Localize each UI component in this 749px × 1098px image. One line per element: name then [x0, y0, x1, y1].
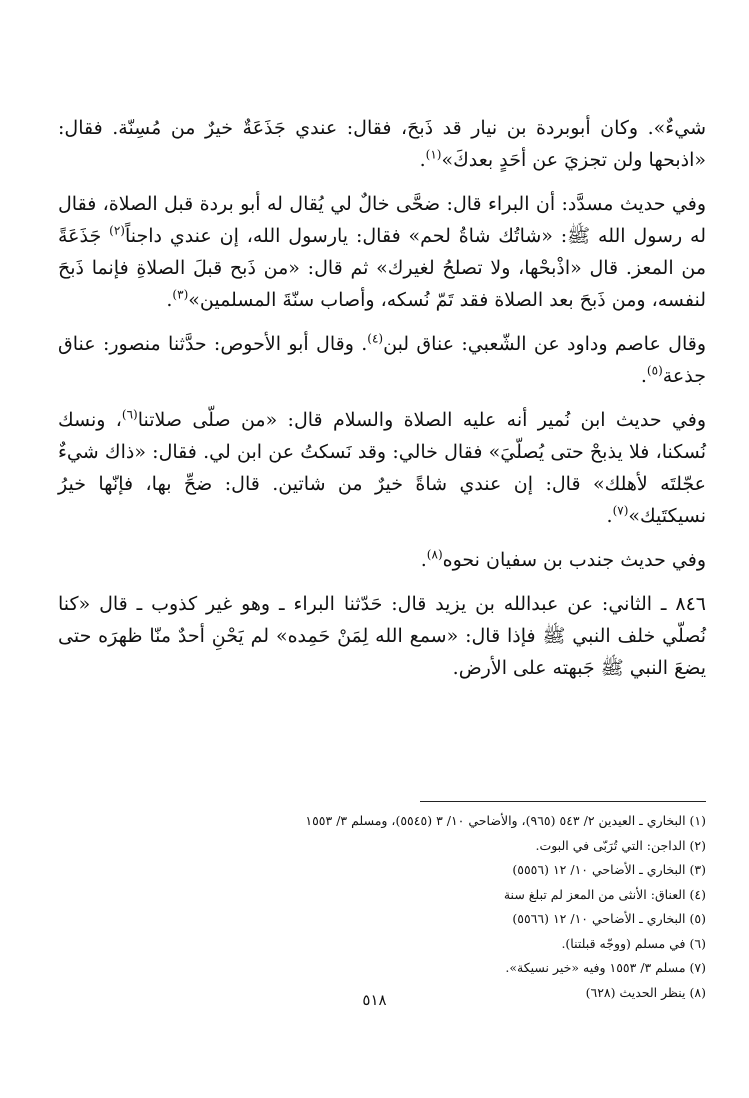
footnote: (١) البخاري ـ العيدين ٢/ ٥٤٣ (٩٦٥)، والأضاحي ١٠/ ٣ (٥٥٤٥)، ومسلم ٣/ ١٥٥٣ — [305, 813, 706, 828]
footnote: (٢) الداجن: التي تُرَبّى في البوت. — [535, 837, 706, 853]
footnote-reference: (٤) — [367, 331, 384, 346]
footnote-reference: (٨) — [426, 547, 443, 562]
paragraph-text: ٨٤٦ ـ الثاني: عن عبدالله بن يزيد قال: حَدّثنا البراء ـ وهو غير كذوب ـ قال «كنا نُصلّي خلف النبي ﷺ فإذا قال: «سمع الله لِمَنْ حَمِده» لم يَحْنِ أحدٌ منّا ظهرَه حتى يضعَ النبي ﷺ جَبهته على الأرض. — [58, 593, 706, 679]
paragraph-text: وفي حديث ابن نُمير أنه عليه الصلاة والسلام قال: «من صلّى صلاتنا — [137, 409, 706, 431]
paragraph — [58, 404, 706, 532]
footnote-reference: (٣) — [172, 287, 189, 302]
paragraph-text: . وقال أبو الأحوص: حدَّثنا منصور: عناق جذعة — [58, 333, 706, 387]
main-text — [58, 112, 706, 696]
footnote-reference: (٢) — [109, 223, 125, 238]
footnote: (٣) البخاري ـ الأضاحي ١٠/ ١٢ (٥٥٥٦) — [512, 862, 706, 877]
footnote: (٨) ينظر الحديث (٦٢٨) — [585, 984, 706, 1000]
paragraph-text: . — [606, 505, 613, 527]
footnote: (٥) البخاري ـ الأضاحي ١٠/ ١٢ (٥٥٦٦) — [512, 911, 706, 926]
paragraph — [58, 112, 706, 176]
paragraph — [58, 188, 706, 316]
footnote-reference: (٧) — [612, 503, 629, 518]
paragraph-text: . — [420, 549, 427, 571]
paragraph — [58, 588, 706, 684]
footnote: (٧) مسلم ٣/ ١٥٥٣ وفيه «خير نسيكة». — [505, 960, 706, 975]
paragraph-text: . — [419, 149, 426, 171]
paragraph-text: جَذَعَةً من المعز. قال «اذْبحْها، ولا تصلحُ لغيرك» ثم قال: «من ذَبح قبلَ الصلاةِ فإنما ذَبحَ لنفسه، ومن ذَبحَ بعد الصلاة فقد تَمّ نُسكه، وأصاب سنّةَ المسلمين» — [58, 225, 706, 311]
footnote-reference: (٥) — [646, 363, 663, 378]
footnote-reference: (١) — [425, 147, 442, 162]
footnote: (٤) العناق: الأنثى من المعز لم تبلغ سنة — [503, 886, 706, 902]
paragraph — [58, 544, 706, 576]
paragraph-text: شيءٌ». وكان أبوبردة بن نيار قد ذَبحَ، فقال: عندي جَذَعَةٌ خيرٌ من مُسِنّة. فقال: «اذبحها ولن تجزيَ عن أحَدٍ بعدكَ» — [58, 117, 706, 171]
paragraph — [58, 328, 706, 392]
footnote-reference: (٦) — [121, 407, 138, 422]
paragraph-text: . — [640, 365, 647, 387]
paragraph-text: وفي حديث مسدَّد: أن البراء قال: ضحَّى خالٌ لي يُقال له أبو بردة قبل الصلاة، فقال له رسول الله ﷺ: «شاتُك شاةُ لحم» فقال: يارسول الله، إن عندي داجناً — [58, 193, 707, 247]
footnote: (٦) في مسلم (ووجّه قبلتنا). — [561, 935, 706, 951]
paragraph-text: وقال عاصم وداود عن الشّعبي: عناق لبن — [383, 333, 707, 355]
footnotes — [58, 809, 706, 1005]
footnote-separator — [420, 801, 706, 802]
paragraph-text: وفي حديث جندب بن سفيان نحوه — [442, 549, 706, 571]
page-number: ٥١٨ — [362, 991, 387, 1009]
paragraph-text: . — [166, 289, 173, 311]
paragraph-text: ، ونسك نُسكنا، فلا يذبحْ حتى يُصلّيَ» فقال خالي: وقد نَسكتُ عن ابن لي. فقال: «ذاك شيءٌ عجّلتَه لأهلك» قال: إن عندي شاةً خيرٌ من شاتين. قال: ضحِّ بها، فإنّها خيرُ نسيكتَيك» — [58, 409, 706, 527]
